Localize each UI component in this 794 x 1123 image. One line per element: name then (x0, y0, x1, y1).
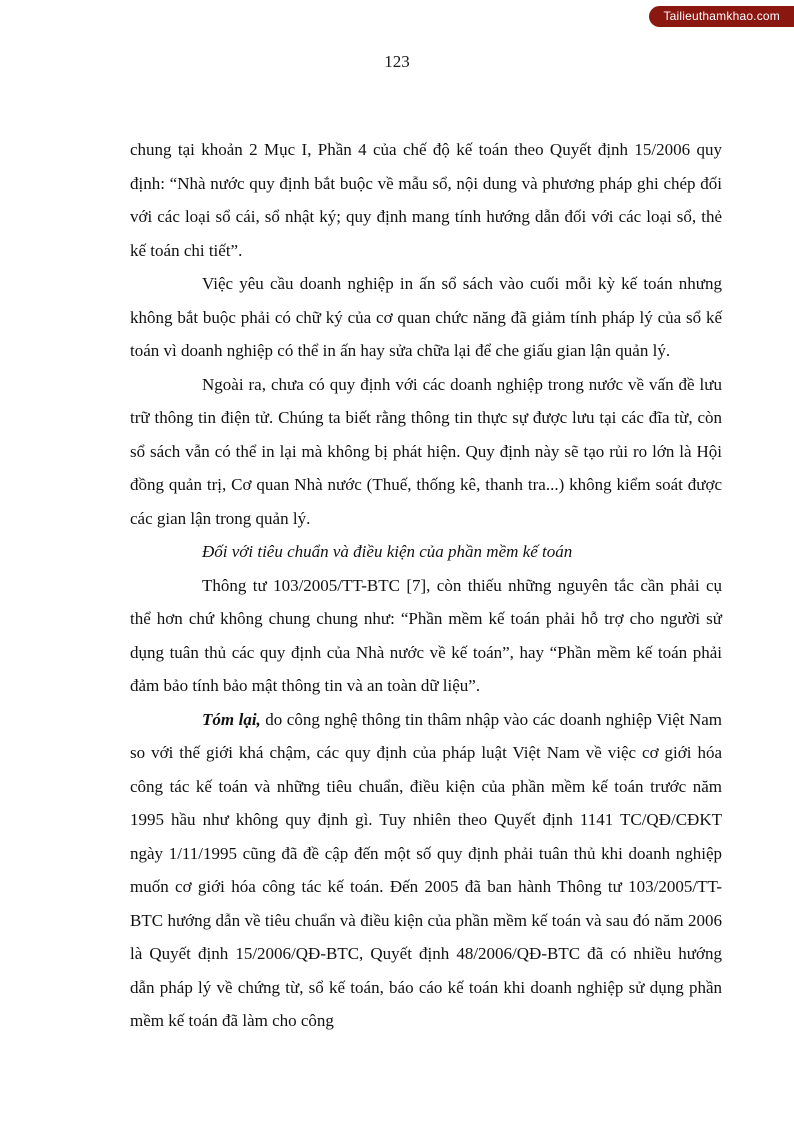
paragraph: Thông tư 103/2005/TT-BTC [7], còn thiếu những nguyên tắc cần phải cụ thể hơn chứ không chung chung như: “Phần mềm kế toán phải hỗ trợ cho người sử dụng tuân thủ các quy định của Nhà nước về kế toán”, hay “Phần mềm kế toán phải đảm bảo tính bảo mật thông tin và an toàn dữ liệu”. (130, 575, 722, 695)
watermark-badge: Tailieuthamkhao.com (649, 6, 794, 27)
section-heading: Đối với tiêu chuẩn và điều kiện của phần mềm kế toán (202, 542, 573, 561)
paragraph: Việc yêu cầu doanh nghiệp in ấn sổ sách vào cuối mỗi kỳ kế toán nhưng không bắt buộc phải có chữ ký của cơ quan chức năng đã giảm tính pháp lý của sổ kế toán vì doanh nghiệp có thể in ấn hay sửa chữa lại để che giấu gian lận quản lý. (130, 274, 722, 360)
page-number: 123 (384, 52, 410, 71)
paragraph-continuation: chung tại khoản 2 Mục I, Phần 4 của chế độ kế toán theo Quyết định 15/2006 quy định: “Nhà nước quy định bắt buộc về mẫu sổ, nội dung và phương pháp ghi chép đối với các loại sổ cái, sổ nhật ký; quy định mang tính hướng dẫn đối với các loại sổ, thẻ kế toán chi tiết”. (130, 140, 722, 260)
paragraph-text: do công nghệ thông tin thâm nhập vào các doanh nghiệp Việt Nam so với thế giới khá chậm, các quy định của pháp luật Việt Nam về việc cơ giới hóa công tác kế toán và những tiêu chuẩn, điều kiện của phần mềm kế toán trước năm 1995 hầu như không quy định gì. Tuy nhiên theo Quyết định 1141 TC/QĐ/CĐKT ngày 1/11/1995 cũng đã đề cập đến một số quy định phải tuân thủ khi doanh nghiệp muốn cơ giới hóa công tác kế toán. Đến 2005 đã ban hành Thông tư 103/2005/TT-BTC hướng dẫn về tiêu chuẩn và điều kiện của phần mềm kế toán và sau đó năm 2006 là Quyết định 15/2006/QĐ-BTC, Quyết định 48/2006/QĐ-BTC đã có nhiều hướng dẫn pháp lý về chứng từ, sổ kế toán, báo cáo kế toán khi doanh nghiệp sử dụng phần mềm kế toán đã làm cho công (130, 709, 723, 1030)
paragraph-lead: Tóm lại, (202, 709, 261, 729)
page-content (130, 133, 722, 1038)
paragraph-conclusion (130, 703, 722, 1038)
paragraph: Ngoài ra, chưa có quy định với các doanh nghiệp trong nước về vấn đề lưu trữ thông tin điện tử. Chúng ta biết rằng thông tin thực sự được lưu tại các đĩa từ, còn sổ sách vẫn có thể in lại mà không bị phát hiện. Quy định này sẽ tạo rủi ro lớn là Hội đồng quản trị, Cơ quan Nhà nước (Thuế, thống kê, thanh tra...) không kiểm soát được các gian lận trong quản lý. (130, 374, 722, 528)
